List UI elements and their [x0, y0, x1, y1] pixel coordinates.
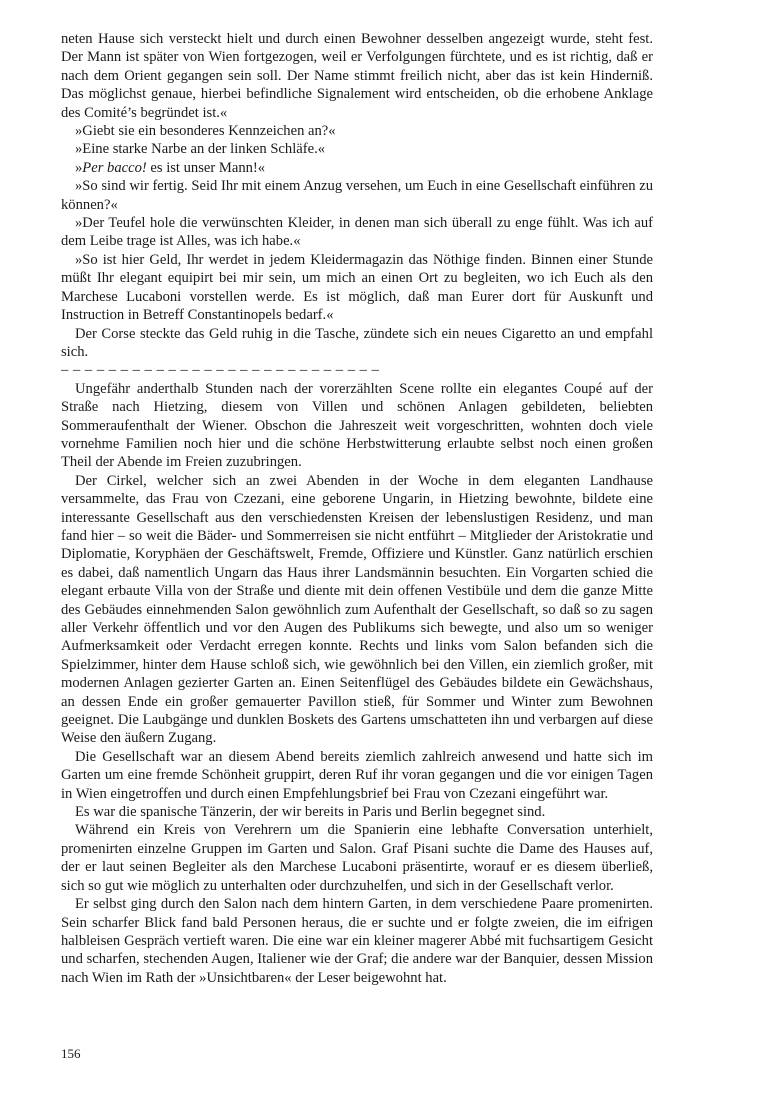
paragraph: »Eine starke Narbe an der linken Schläfe.« — [75, 141, 326, 158]
paragraph: »So ist hier Geld, Ihr werdet in jedem Kleidermagazin das Nöthige finden. Binnen einer Stunde müßt Ihr elegant equipirt bei mir sein, um mich an einen Ort zu begleiten, wo ich Euch als den Marchese Lucaboni vorstellen werde. Es ist möglich, daß man Eurer dort für Auskunft und Instruction in Betreff Constantinopels bedarf.« — [61, 251, 653, 324]
italic-exclamation: Per bacco! — [82, 159, 147, 176]
paragraph: Die Gesellschaft war an diesem Abend bereits ziemlich zahlreich anwesend und hatte sich im Garten um eine fremde Schönheit gruppirt, deren Ruf ihr voran gegangen und die vor einigen Tagen in Wien eingetroffen und durch einen Empfehlungsbrief bei Frau von Czezani eingeführt war. — [61, 748, 653, 802]
paragraph-rest: es ist unser Mann!« — [146, 159, 266, 176]
paragraph: Er selbst ging durch den Salon nach dem hintern Garten, in dem verschiedene Paare promenirten. Sein scharfer Blick fand bald Personen heraus, die er suchte und er folgte zweien, die im eifrigen halbleisen Gespräch vertieft waren. Die eine war ein kleiner magerer Abbé mit fuchsartigem Gesicht und scharfen, stechenden Augen, Italiener wie der Graf; die andere war der Banquier, dessen Mission nach Wien im Rath der »Unsichtbaren« der Leser beigewohnt hat. — [61, 896, 653, 986]
paragraph: Der Cirkel, welcher sich an zwei Abenden in der Woche in dem eleganten Landhause versammelte, das Frau von Czezani, eine geborene Ungarin, in Hietzing bewohnte, bildete eine interessante Gesellschaft aus den verschiedensten Kreisen der lebenslustigen Residenz, und man fand hier – so weit die Bäder- und Sommerreisen sie nicht entführt – Mitglieder der Aristokratie und Diplomatie, Koryphäen der Geschäftswelt, Fremde, Offiziere und Künstler. Ganz natürlich erschien es dabei, daß namentlich Ungarn das Haus ihrer Landsmännin besuchten. Ein Vorgarten schied die elegant erbaute Villa von der Straße und diente mit dein offenen Vestibüle und dem die ganze Mitte des Gebäudes einnehmenden Salon gewöhnlich zum Aufenthalt der Gesellschaft, so daß so zu sagen aller Verkehr öffentlich und vor den Augen des Publikums sich bewegte, und also um so weniger Aufmerksamkeit oder Verdacht erregen konnte. Rechts und links vom Salon befanden sich die Spielzimmer, hinter dem Hause schloß sich, wie gewöhnlich bei den Villen, ein ziemlich großer, mit modernen Anlagen gezierter Garten an. Einen Seitenflügel des Gebäudes bildete ein Gewächshaus, an dessen Ende ein großer gemauerter Pavillon stieß, für Sommer und Winter zum Bewohnen geeignet. Die Laubgänge und dunklen Boskets des Gartens umschatteten ihn und verbargen auf diese Weise den äußern Zugang. — [61, 472, 653, 747]
paragraph — [61, 159, 653, 177]
quote-open: » — [75, 159, 83, 176]
paragraph: Es war die spanische Tänzerin, der wir bereits in Paris und Berlin begegnet sind. — [75, 804, 546, 821]
paragraph: Während ein Kreis von Verehrern um die Spanierin eine lebhafte Conversation unterhielt, promenirten einzelne Gruppen im Garten und Salon. Graf Pisani suchte die Dame des Hauses auf, der er laut seinen Begleiter als den Marchese Lucaboni präsentirte, worauf er es diesem überließ, sich so gut wie möglich zu unterhalten oder durchzuhelfen, und sich in der Gesellschaft verlor. — [61, 822, 653, 894]
section-separator: – – – – – – – – – – – – – – – – – – – – – – – – – – – — [61, 362, 380, 379]
paragraph: »Der Teufel hole die verwünschten Kleider, in denen man sich überall zu enge fühlt. Was ich auf dem Leibe trage ist Alles, was ich habe.« — [61, 215, 653, 250]
paragraph: »Giebt sie ein besonderes Kennzeichen an?« — [75, 123, 336, 140]
paragraph: »So sind wir fertig. Seid Ihr mit einem Anzug versehen, um Euch in eine Gesellschaft einführen zu können?« — [61, 178, 653, 213]
paragraph: Der Corse steckte das Geld ruhig in die Tasche, zündete sich ein neues Cigaretto an und empfahl sich. — [61, 325, 653, 360]
paragraph: Ungefähr anderthalb Stunden nach der vorerzählten Scene rollte ein elegantes Coupé auf der Straße nach Hietzing, diesem von Villen und schönen Anlagen gebildeten, beliebten Sommeraufenthalt der Wiener. Obschon die Jahreszeit weit vorgeschritten, wohnten doch viele vornehme Familien noch hier und die schöne Herbstwitterung erlaubte selbst noch einen großen Theil der Abende im Freien zuzubringen. — [61, 380, 653, 471]
page-body — [61, 30, 653, 987]
page-number: 156 — [61, 1046, 81, 1061]
paragraph: neten Hause sich versteckt hielt und durch einen Bewohner desselben angezeigt wurde, steht fest. Der Mann ist später von Wien fortgezogen, weil er Verfolgungen fürchtete, und es ist richtig, daß er nach dem Orient gegangen sein soll. Der Name stimmt freilich nicht, aber das ist kein Hinderniß. Das möglichst genaue, hierbei befindliche Signalement wird entscheiden, ob die erhobene Anklage des Comité’s begründet ist.« — [61, 31, 653, 121]
